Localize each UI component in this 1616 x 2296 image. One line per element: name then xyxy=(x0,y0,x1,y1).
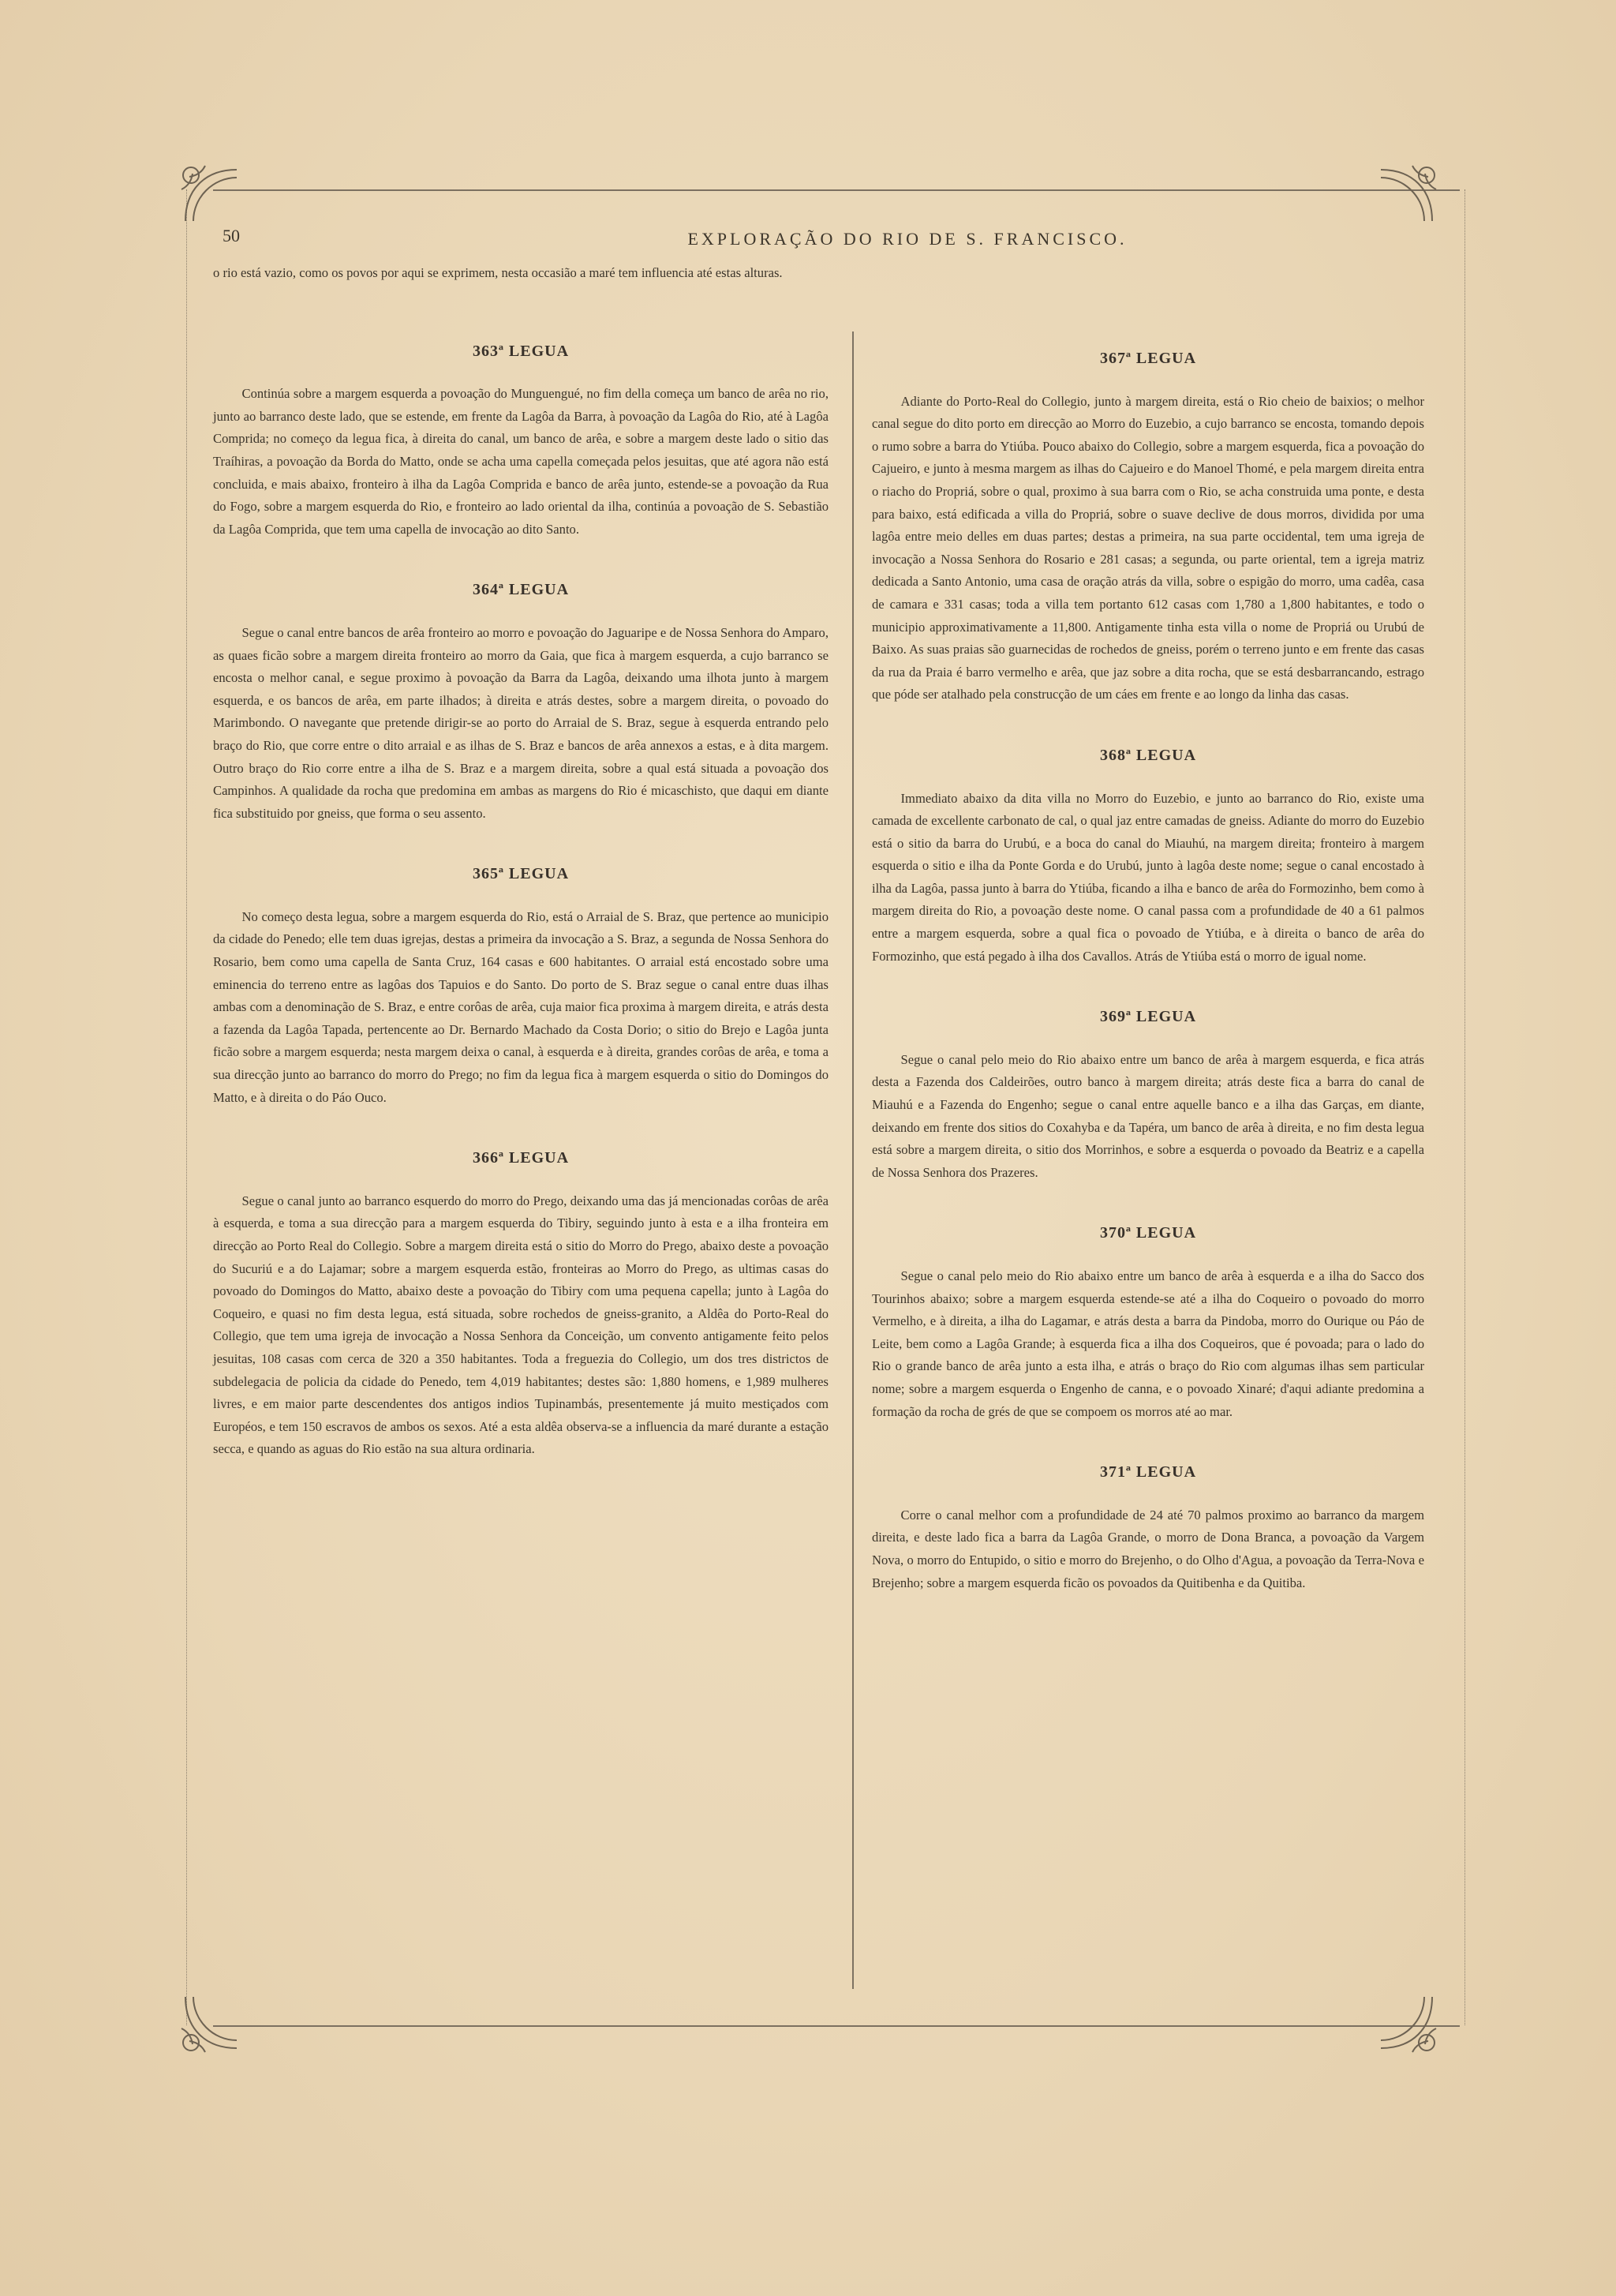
section-text-366: Segue o canal junto ao barranco esquerdo do morro do Prego, deixando uma das já mencionadas corôas de arêa à esquerda, e toma a sua direcção para a margem esquerda do Tibiry, seguindo junto à esta e a ilha fronteira em direcção ao Porto Real do Collegio. Sobre a margem direita está o sitio do Morro do Prego, abaixo deste a povoação do Sucuriú e a do Lajamar; sobre a margem esquerda estão, fronteiras ao Morro do Prego, as ultimas casas do povoado do Domingos do Matto, abaixo deste a povoação do Tibiry com uma pequena capella; junto à Lagôa do Coqueiro, e quasi no fim desta legua, está situada, sobre rochedos de gneiss-granito, a Aldêa do Porto-Real do Collegio, que tem uma igreja de invocação a Nossa Senhora da Conceição, um convento antigamente feito pelos jesuitas, 108 casas com cerca de 320 a 350 habitantes. Toda a freguezia do Collegio, um dos tres districtos de subdelegacia de policia da cidade do Penedo, tem 4,019 habitantes; destes são: 1,880 homens, e 1,989 mulheres livres, e em maior parte descendentes dos antigos indios Tupinambás, presentemente já muito mestiçados com Européos, e tem 150 escravos de ambos os sexos. Até a esta aldêa observa-se a influencia da maré durante a estação secca, e quando as aguas do Rio estão na sua altura ordinaria. xyxy=(213,1193,829,1457)
section-text-363: Continúa sobre a margem esquerda a povoação do Munguengué, no fim della começa um banco de arêa no rio, junto ao barranco deste lado, que se estende, em frente da Lagôa da Barra, à povoação da Lagôa do Rio, até à Lagôa Comprida; no começo da legua fica, à direita do canal, um banco de arêa, e sobre a margem deste lado o sitio das Traíhiras, a povoação da Borda do Matto, onde se acha uma capella começada pelos jesuitas, que até agora não está concluida, e mais abaixo, fronteiro à ilha da Lagôa Comprida e banco de arêa junto, estende-se a povoação da Rua do Fogo, sobre a margem esquerda do Rio, e fronteiro ao lado oriental da ilha, continúa a povoação de S. Sebastião da Lagôa Comprida, que tem uma capella de invocação ao dito Santo. xyxy=(213,386,829,537)
section-text-369: Segue o canal pelo meio do Rio abaixo entre um banco de arêa à margem esquerda, e fica atrás desta a Fazenda dos Caldeirões, outro banco à margem direita; atrás deste fica a barra do canal de Miauhú e a Fazenda do Engenho; segue o canal entre aquelle banco e a ilha das Garças, em diante, deixando em frente dos sitios do Coxahyba e da Tapéra, um banco de arêa à direita, e no fim desta legua está sobre a margem direita, o sitio dos Morrinhos, e sobre a esquerda o povoado da Beatriz e a capella de Nossa Senhora dos Prazeres. xyxy=(872,1051,1424,1180)
section-heading-366: 366ª LEGUA xyxy=(472,1149,570,1167)
section-heading-367: 367ª LEGUA xyxy=(1099,350,1197,367)
left-border-rule xyxy=(186,189,187,2025)
column-divider xyxy=(852,331,854,1989)
page-number: 50 xyxy=(223,226,240,245)
section-text-365: No começo desta legua, sobre a margem esquerda do Rio, está o Arraial de S. Braz, que pertence ao municipio da cidade do Penedo; elle tem duas igrejas, destas a primeira da invocação a S. Braz, a segunda de Nossa Senhora do Rosario, bem como uma capella de Santa Cruz, 164 casas e 600 habitantes. O arraial está encostado sobre uma eminencia do terreno entre as lagôas dos Tapuios e do Santo. Do porto de S. Braz segue o canal entre duas ilhas ambas com a denominação de S. Braz, e entre corôas de arêa, cuja maior fica proxima à margem direita, e atrás desta a fazenda da Lagôa Tapada, pertencente ao Dr. Bernardo Machado da Costa Dorio; o sitio do Brejo e Lagôa junta ficão sobre a margem esquerda; nesta margem deixa o canal, à esquerda e à direita, grandes corôas de arêa, e toma a sua direcção junto ao barranco do morro do Prego; no fim da legua fica à margem esquerda o sitio do Domingos do Matto, e à direita o do Páo Ouco. xyxy=(213,908,829,1105)
section-heading-371: 371ª LEGUA xyxy=(1099,1463,1197,1481)
section-text-371: Corre o canal melhor com a profundidade de 24 até 70 palmos proximo ao barranco da margem direita, e deste lado fica a barra da Lagôa Grande, o morro de Dona Branca, a povoação da Vargem Nova, o morro do Entupido, o sitio e morro do Brejenho, o do Olho d'Agua, a povoação da Terra-Nova e Brejenho; sobre a margem esquerda ficão os povoados da Quitibenha e da Quitiba. xyxy=(872,1507,1424,1590)
top-border-rule xyxy=(213,189,1460,191)
section-heading-368: 368ª LEGUA xyxy=(1099,746,1197,764)
running-title: EXPLORAÇÃO DO RIO DE S. FRANCISCO. xyxy=(687,229,1128,249)
corner-ornament-top-right xyxy=(1373,158,1444,229)
bottom-border-rule xyxy=(213,2025,1460,2027)
right-border-rule xyxy=(1464,189,1465,2025)
section-heading-365: 365ª LEGUA xyxy=(472,865,570,883)
section-heading-363: 363ª LEGUA xyxy=(472,342,570,360)
corner-ornament-bottom-right xyxy=(1373,1989,1444,2060)
section-heading-364: 364ª LEGUA xyxy=(472,581,570,599)
corner-ornament-top-left xyxy=(174,158,245,229)
intro-paragraph: o rio está vazio, como os povos por aqui se exprimem, nesta occasião a maré tem influencia até estas alturas. xyxy=(213,265,783,280)
section-text-367: Adiante do Porto-Real do Collegio, junto à margem direita, está o Rio cheio de baixios; o melhor canal segue do dito porto em direcção ao Morro do Euzebio, a cujo barranco se encosta, tomando depois o rumo sobre a barra do Ytiúba. Pouco abaixo do Collegio, sobre a margem esquerda, fica a povoação do Cajueiro, e junto à mesma margem as ilhas do Cajueiro e do Manoel Thomé, e pela margem direita entra o riacho do Propriá, sobre o qual, proximo à sua barra com o Rio, se acha construida uma ponte, e desta para baixo, está edificada a villa do Propriá, sobre o suave declive de dous morros, dividida por uma lagôa entre meio delles em duas partes; destas a primeira, na sua parte occidental, tem uma igreja de invocação a Nossa Senhora do Rosario e 281 casas; a segunda, ou parte oriental, tem a igreja matriz dedicada a Santo Antonio, uma casa de oração atrás da villa, sobre o espigão do morro, uma cadêa, casa de camara e 331 casas; toda a villa tem portanto 612 casas com 1,780 a 1,800 habitantes, e todo o municipio approximativamente a 11,800. Antigamente tinha esta villa o nome de Propriá ou Urubú de Baixo. As suas praias são guarnecidas de rochedos de gneiss, porém o terreno junto e em frente das casas da rua da Praia é barro vermelho e arêa, que jaz sobre a dita rocha, que se está desbarrancando, estrago que póde ser atalhado pela construcção de um cáes em frente e ao longo da linha das casas. xyxy=(872,393,1424,702)
left-column xyxy=(213,262,829,1461)
corner-ornament-bottom-left xyxy=(174,1989,245,2060)
section-text-368: Immediato abaixo da dita villa no Morro do Euzebio, e junto ao barranco do Rio, existe uma camada de excellente carbonato de cal, o qual jaz entre camadas de gneiss. Adiante do morro do Euzebio está o sitio da barra do Urubú, e a boca do canal do Miauhú, na margem direita; fronteiro à margem esquerda o sitio e ilha da Ponte Gorda e do Urubú, junto à lagôa deste nome; segue o canal encostado à ilha da Lagôa, passa junto à barra do Ytiúba, ficando a ilha e banco de arêa do Formozinho, bem como à margem direita do Rio, a povoação deste nome. O canal passa com a profundidade de 40 a 61 palmos entre a margem esquerda, sobre a qual fica o povoado de Ytiúba, e à direita o banco de arêa do Formozinho, que está pegado à ilha dos Cavallos. Atrás de Ytiúba está o morro de igual nome. xyxy=(872,790,1424,964)
section-text-364: Segue o canal entre bancos de arêa fronteiro ao morro e povoação do Jaguaripe e de Nossa Senhora do Amparo, as quaes ficão sobre a margem direita fronteiro ao morro da Gaia, que fica à margem esquerda, a cujo barranco se encosta o melhor canal, e segue proximo à povoação da Barra da Lagôa, deixando uma ilhota junto à margem esquerda, e os bancos de arêa, em parte ilhados; à direita e atrás destes, sobre a margem direita, o povoado do Marimbondo. O navegante que pretende dirigir-se ao porto do Arraial de S. Braz, segue à esquerda entrando pelo braço do Rio, que corre entre o dito arraial e as ilhas de S. Braz e bancos de arêa annexos a estas, e à dita margem. Outro braço do Rio corre entre a ilha de S. Braz e a margem direita, sobre a qual está situada a povoação dos Campinhos. A qualidade da rocha que predomina em ambas as margens do Rio é micaschisto, que daqui em diante fica substituido por gneiss, que forma o seu assento. xyxy=(213,624,829,821)
right-column xyxy=(872,347,1424,1594)
section-heading-369: 369ª LEGUA xyxy=(1099,1008,1197,1026)
section-text-370: Segue o canal pelo meio do Rio abaixo entre um banco de arêa à esquerda e a ilha do Sacco dos Tourinhos abaixo; sobre a margem esquerda estende-se até a ilha do Coqueiro o povoado do morro Vermelho, e à direita, a ilha do Lagamar, e atrás desta a barra da Pindoba, morro do Ourique ou Páo de Leite, bem como a Lagôa Grande; à esquerda fica a ilha dos Coqueiros, que é povoada; para o lado do Rio o grande banco de arêa junto a esta ilha, e atrás o braço do Rio com algumas ilhas sem particular nome; sobre a margem esquerda o Engenho de canna, e o povoado Xinaré; d'aqui adiante predomina a formação da rocha de grés de que se compoem os morros até ao mar. xyxy=(872,1268,1424,1419)
section-heading-370: 370ª LEGUA xyxy=(1099,1224,1197,1242)
